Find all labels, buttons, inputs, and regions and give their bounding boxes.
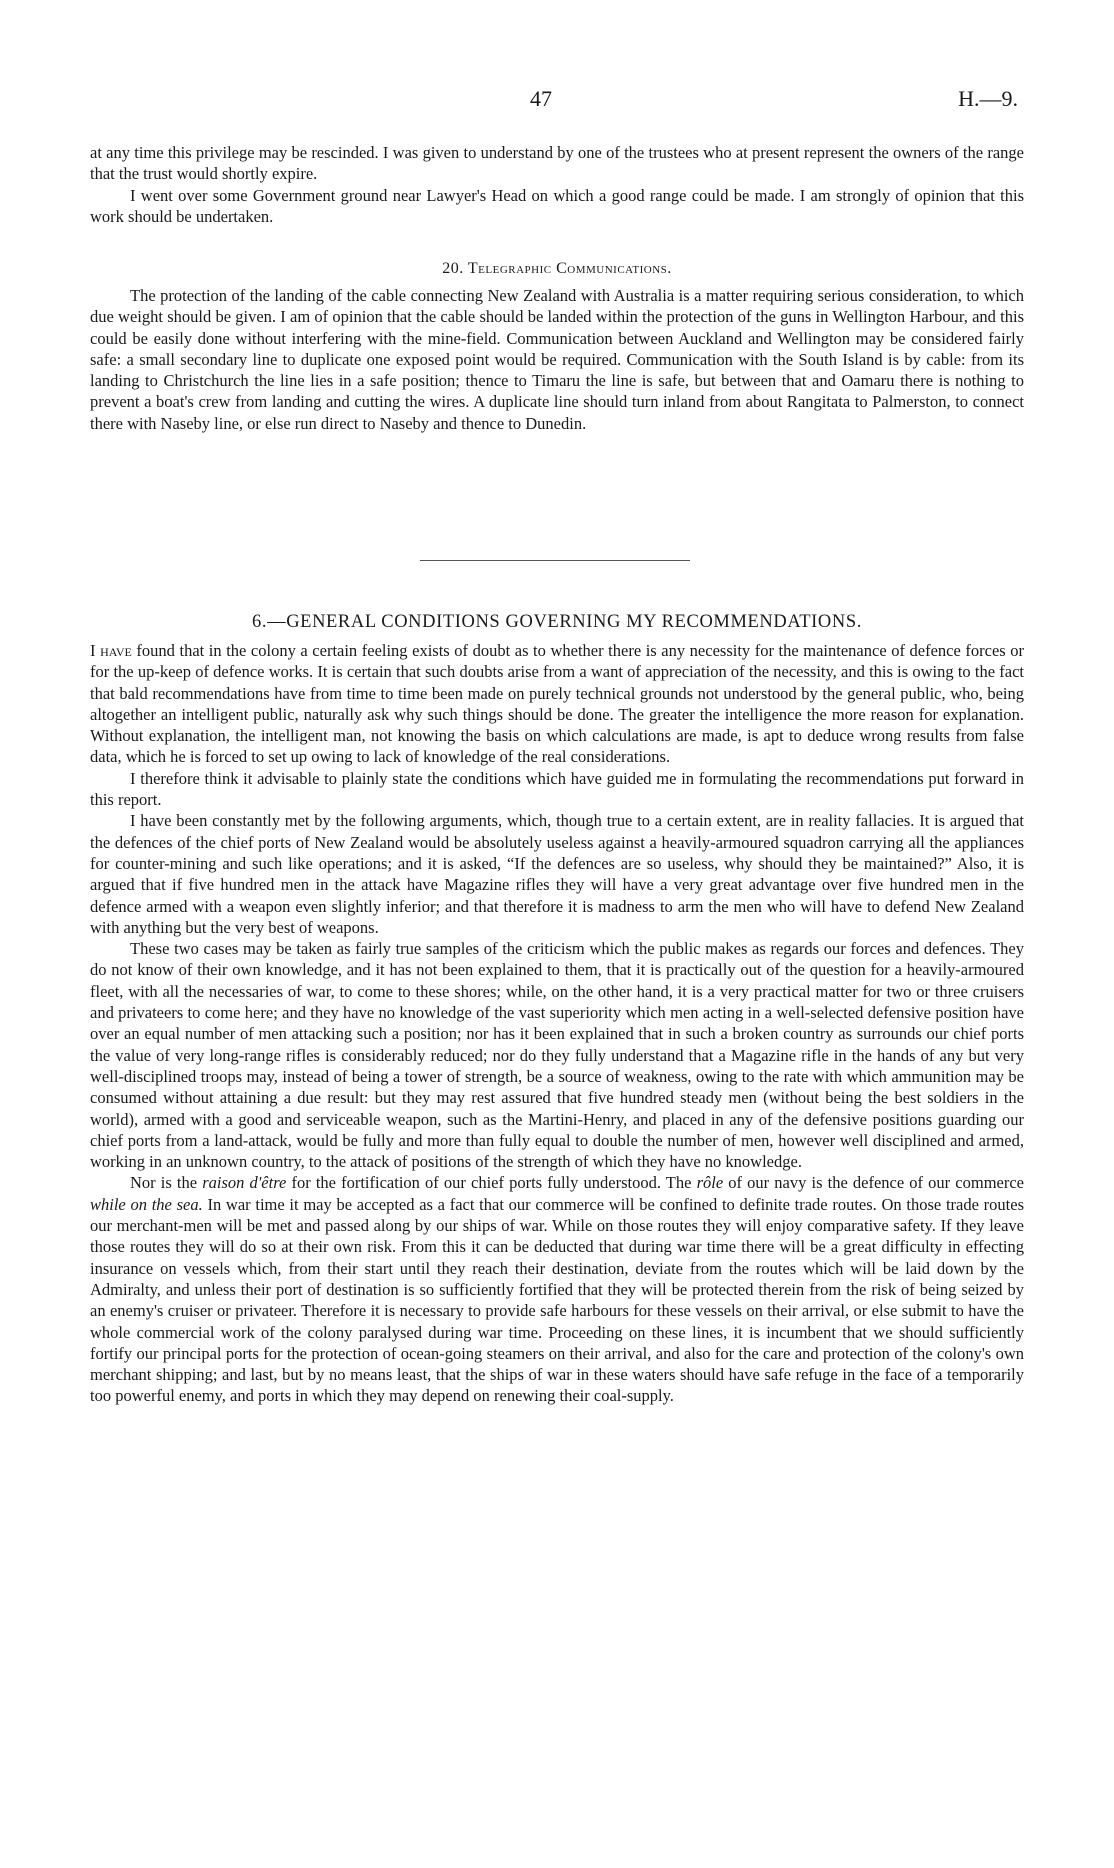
p5-italic-sea: while on the sea. (90, 1194, 203, 1214)
p5-italic-raison: raison d'être (202, 1173, 287, 1193)
section-6-paragraph-1 (90, 640, 1024, 768)
p5-text-g: In war time it may be accepted as a fact that our commerce will be confined to definite trade routes. On those trade routes our merchant-men will be met and passed along by our ships of war. While on those routes they will enjoy comparative safety. If they leave those routes they will do so at their own risk. From this it can be deducted that during war time there will be a great difficulty in effecting insurance on vessels which, from their start until they reach their destination, deviate from the routes which will be laid down by the Admiralty, and unless their port of destination is so sufficiently fortified that they will be protected therein from the risk of being seized by an enemy's cruiser or privateer. Therefore it is necessary to provide safe harbours for these vessels on their arrival, or else submit to have the whole commercial work of the colony paralysed during war time. Proceeding on these lines, it is incumbent that we should sufficiently fortify our principal ports for the protection of ocean-going steamers on their arrival, and also for the care and protection of the colony's own merchant shipping; and last, but by no means least, that the ships of war in these waters should have safe refuge in the face of a temporarily too powerful enemy, and ports in which they may depend on renewing their coal-supply. (90, 1194, 1024, 1406)
p5-text-a: Nor is the (130, 1173, 203, 1193)
document-reference: H.—9. (958, 86, 1018, 111)
section-20-paragraph: The protection of the landing of the cable connecting New Zealand with Australia is a matter requiring serious consideration, to which due weight should be given. I am of opinion that the cable should be landed within the protection of the guns in Wellington Harbour, and this could be easily done without interfering with the mine-field. Communication between Auckland and Wellington may be considered fairly safe: a small secondary line to duplicate one exposed point would be required. Communication with the South Island is by cable: from its landing to Christchurch the line lies in a safe position; thence to Timaru the line is safe, but between that and Oamaru there is nothing to prevent a boat's crew from landing and cutting the wires. A duplicate line should turn inland from about Rangitata to Palmerston, to connect there with Naseby line, or else run direct to Naseby and thence to Dunedin. (90, 286, 1024, 433)
section-20-heading: 20. Telegraphic Communications. (442, 260, 672, 277)
section-6-paragraph-5 (90, 1172, 1024, 1406)
p5-text-e: of our navy is the defence of our commerce (723, 1173, 1024, 1193)
drop-lead-words: I have (90, 641, 132, 660)
intro-paragraph-1: at any time this privilege may be rescinded. I was given to understand by one of the trustees who at present represent the owners of the range that the trust would shortly expire. (90, 143, 1024, 184)
section-divider (420, 560, 690, 561)
intro-paragraph-2: I went over some Government ground near Lawyer's Head on which a good range could be made. I am strongly of opinion that this work should be undertaken. (90, 185, 1024, 226)
section-6-paragraph-3: I have been constantly met by the following arguments, which, though true to a certain extent, are in reality fallacies. It is argued that the defences of the chief ports of New Zealand would be absolutely useless against a heavily-armoured squadron carrying all the appliances for counter-mining and such like operations; and it is asked, “If the defences are so useless, why should they be maintained?” Also, it is argued that if five hundred men in the attack have Magazine rifles they will have a very great advantage over five hundred men in the defence armed with a weapon even slightly inferior; and that therefore it is madness to arm the men who will have to defend New Zealand with anything but the very best of weapons. (90, 811, 1024, 937)
intro-text (90, 142, 1024, 227)
section-6-paragraph-4: These two cases may be taken as fairly true samples of the criticism which the public makes as regards our forces and defences. They do not know of their own knowledge, and it has not been explained to them, that it is practically out of the question for a heavily-armoured fleet, with all the necessaries of war, to come to these shores; while, on the other hand, it is a very practical matter for two or three cruisers and privateers to come here; and they have no knowledge of the vast superiority which men acting in a well-selected defensive position have over an equal number of men attacking such a position; nor has it been explained that in such a broken country as surrounds our chief ports the value of very long-range rifles is considerably reduced; nor do they fully understand that a Magazine rifle in the hands of any but very well-disciplined troops may, instead of being a tower of strength, be a source of weakness, owing to the rate with which ammunition may be consumed without attaining a due result: but they may rest assured that five hundred steady men (without being the best soldiers in the world), armed with a good and serviceable weapon, such as the Martini-Henry, and placed in any of the defensive positions guarding our chief ports from a land-attack, would be fully and more than fully equal to double the number of men, however well disciplined and armed, working in an unknown country, to the attack of positions of the strength of which they have no knowledge. (90, 939, 1024, 1172)
section-6-heading: 6.—GENERAL CONDITIONS GOVERNING MY RECOMMENDATIONS. (252, 612, 862, 632)
section-20-body (90, 285, 1024, 434)
page-number: 47 (530, 86, 552, 111)
p5-italic-role: rôle (696, 1173, 724, 1193)
section-6-body (90, 640, 1024, 1407)
p5-text-c: for the fortification of our chief ports fully understood. The (286, 1173, 697, 1193)
paragraph-1-text: found that in the colony a certain feeling exists of doubt as to whether there is any necessity for the maintenance of defence forces or for the up-keep of defence works. It is certain that such doubts arise from a want of appreciation of the necessity, and this is owing to the fact that bald recommendations have from time to time been made on purely technical grounds not understood by the general public, who, being altogether an intelligent public, naturally ask why such things should be done. The greater the intelligence the more reason for explanation. Without explanation, the intelligent man, not knowing the basis on which calculations are made, is apt to deduce wrong results from false data, which he is forced to set up owing to lack of knowledge of the real considerations. (90, 641, 1024, 767)
section-6-paragraph-2: I therefore think it advisable to plainly state the conditions which have guided me in formulating the recommendations put forward in this report. (90, 768, 1024, 810)
